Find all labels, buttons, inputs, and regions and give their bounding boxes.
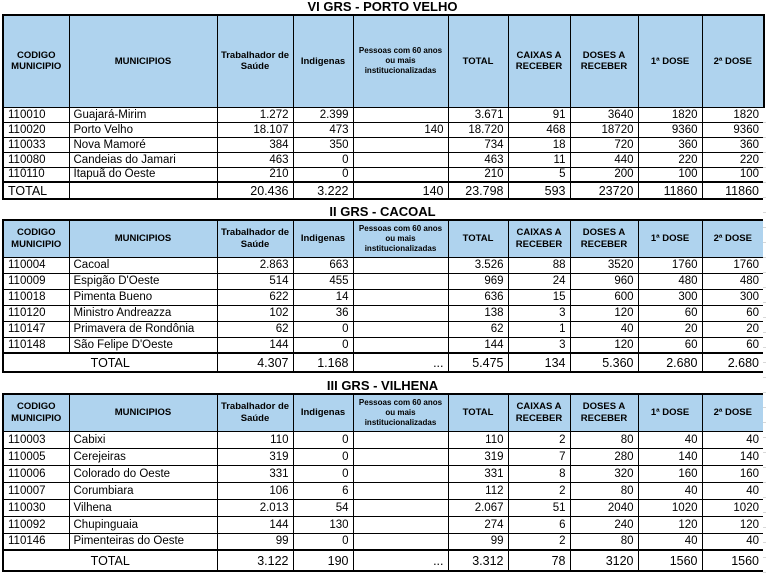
table-row — [3, 448, 764, 465]
cell-value: 88 — [508, 257, 570, 273]
column-header-1: MUNICIPIOS — [69, 394, 217, 431]
cell-value: 54 — [293, 499, 353, 516]
cell-value: 0 — [293, 431, 353, 448]
total-value: 5.360 — [570, 353, 638, 372]
cell-value: 5 — [508, 167, 570, 182]
cell-value: 18.107 — [217, 122, 293, 137]
cell-value: 14 — [293, 289, 353, 305]
table-row — [3, 516, 764, 533]
cell-value: 200 — [570, 167, 638, 182]
cell-code: 110010 — [3, 107, 69, 122]
cell-value: 300 — [702, 289, 764, 305]
cell-value: 160 — [702, 465, 764, 482]
cell-value: 91 — [508, 107, 570, 122]
cell-value: 62 — [448, 321, 508, 337]
cell-code: 110148 — [3, 337, 69, 353]
cell-value: 18 — [508, 137, 570, 152]
column-header-6: CAIXAS A RECEBER — [508, 15, 570, 107]
cell-municipio: Vilhena — [69, 499, 217, 516]
cell-municipio: Espigão D'Oeste — [69, 273, 217, 289]
cell-value: 3.671 — [448, 107, 508, 122]
cell-value: 112 — [448, 482, 508, 499]
section-cacoal — [2, 205, 766, 373]
column-header-7: DOSES A RECEBER — [570, 15, 638, 107]
header-row — [3, 394, 764, 431]
cell-value: 62 — [217, 321, 293, 337]
cell-code: 110020 — [3, 122, 69, 137]
cell-value: 473 — [293, 122, 353, 137]
table-row — [3, 482, 764, 499]
cell-value: 360 — [638, 137, 702, 152]
cell-value: 2040 — [570, 499, 638, 516]
cell-code: 110005 — [3, 448, 69, 465]
cell-municipio: Pimenta Bueno — [69, 289, 217, 305]
cell-value: 463 — [217, 152, 293, 167]
cell-value: 11 — [508, 152, 570, 167]
total-value: 23.798 — [448, 182, 508, 199]
total-value: 20.436 — [217, 182, 293, 199]
total-row — [3, 353, 764, 372]
cell-value: 960 — [570, 273, 638, 289]
total-value: ... — [353, 550, 448, 571]
total-label: TOTAL — [3, 182, 69, 199]
cell-value: 2.013 — [217, 499, 293, 516]
cell-value: 130 — [293, 516, 353, 533]
table-iii-grs-vilhena — [2, 393, 765, 572]
cell-value: 1.272 — [217, 107, 293, 122]
total-value: 11860 — [638, 182, 702, 199]
cell-municipio: Porto Velho — [69, 122, 217, 137]
table-row — [3, 305, 764, 321]
column-header-9: 2ª DOSE — [702, 394, 764, 431]
table-row — [3, 137, 764, 152]
total-value: 2.680 — [638, 353, 702, 372]
cell-value: 2.067 — [448, 499, 508, 516]
total-value: 3.312 — [448, 550, 508, 571]
cell-value: 6 — [293, 482, 353, 499]
total-label: TOTAL — [3, 550, 217, 571]
cell-value: 220 — [702, 152, 764, 167]
table-row — [3, 257, 764, 273]
cell-value: 720 — [570, 137, 638, 152]
column-header-3: Indigenas — [293, 220, 353, 257]
column-header-8: 1ª DOSE — [638, 220, 702, 257]
cell-value: 36 — [293, 305, 353, 321]
cell-code: 110147 — [3, 321, 69, 337]
cell-municipio: Cabixi — [69, 431, 217, 448]
cell-value: 1760 — [638, 257, 702, 273]
header-row — [3, 15, 764, 107]
cell-code: 110120 — [3, 305, 69, 321]
cell-value — [353, 431, 448, 448]
total-value: 4.307 — [217, 353, 293, 372]
cell-value: 100 — [702, 167, 764, 182]
cell-value: 80 — [570, 431, 638, 448]
cell-value: 514 — [217, 273, 293, 289]
cell-value: 18720 — [570, 122, 638, 137]
cell-value: 40 — [638, 482, 702, 499]
column-header-1: MUNICIPIOS — [69, 15, 217, 107]
cell-value: 144 — [217, 516, 293, 533]
cell-value: 600 — [570, 289, 638, 305]
column-header-3: Indigenas — [293, 394, 353, 431]
cell-value: 0 — [293, 152, 353, 167]
table-row — [3, 533, 764, 550]
total-value: 2.680 — [702, 353, 764, 372]
cell-municipio: Itapuã do Oeste — [69, 167, 217, 182]
cell-municipio: Cerejeiras — [69, 448, 217, 465]
cell-value: 969 — [448, 273, 508, 289]
cell-value: 2 — [508, 482, 570, 499]
cell-value: 140 — [638, 448, 702, 465]
table-row — [3, 289, 764, 305]
total-value: 1.168 — [293, 353, 353, 372]
cell-municipio: Cacoal — [69, 257, 217, 273]
cell-value: 2.863 — [217, 257, 293, 273]
column-header-2: Trabalhador de Saúde — [217, 394, 293, 431]
cell-value — [353, 337, 448, 353]
total-row — [3, 550, 764, 571]
total-value: 140 — [353, 182, 448, 199]
column-header-0: CODIGO MUNICIPIO — [3, 394, 69, 431]
cell-value: 40 — [702, 533, 764, 550]
cell-value: 463 — [448, 152, 508, 167]
cell-value: 3 — [508, 305, 570, 321]
cell-value: 3 — [508, 337, 570, 353]
cell-code: 110018 — [3, 289, 69, 305]
cell-value: 9360 — [702, 122, 764, 137]
cell-code: 110007 — [3, 482, 69, 499]
cell-value: 480 — [638, 273, 702, 289]
cell-value: 280 — [570, 448, 638, 465]
cell-code: 110004 — [3, 257, 69, 273]
cell-value: 106 — [217, 482, 293, 499]
cell-value: 120 — [570, 337, 638, 353]
total-value: 593 — [508, 182, 570, 199]
cell-municipio: Ministro Andreazza — [69, 305, 217, 321]
cell-value: 384 — [217, 137, 293, 152]
table-row — [3, 122, 764, 137]
total-value: 3120 — [570, 550, 638, 571]
table-row — [3, 499, 764, 516]
cell-municipio: Primavera de Rondônia — [69, 321, 217, 337]
cell-value: 8 — [508, 465, 570, 482]
total-value: 190 — [293, 550, 353, 571]
cell-value: 40 — [638, 533, 702, 550]
cell-value: 51 — [508, 499, 570, 516]
cell-municipio: Pimenteiras do Oeste — [69, 533, 217, 550]
cell-municipio: Candeias do Jamari — [69, 152, 217, 167]
section-vilhena — [2, 379, 766, 572]
cell-value: 2.399 — [293, 107, 353, 122]
cell-value: 0 — [293, 448, 353, 465]
cell-value: 160 — [638, 465, 702, 482]
cell-municipio: Colorado do Oeste — [69, 465, 217, 482]
cell-value: 220 — [638, 152, 702, 167]
column-header-4: Pessoas com 60 anos ou mais institucionalizadas — [353, 394, 448, 431]
total-value: 78 — [508, 550, 570, 571]
total-value: 1560 — [702, 550, 764, 571]
cell-code: 110092 — [3, 516, 69, 533]
cell-value: 210 — [448, 167, 508, 182]
cell-value: 40 — [638, 431, 702, 448]
column-header-8: 1ª DOSE — [638, 15, 702, 107]
cell-value: 120 — [702, 516, 764, 533]
cell-value: 20 — [702, 321, 764, 337]
table-row — [3, 431, 764, 448]
cell-value: 80 — [570, 482, 638, 499]
total-label: TOTAL — [3, 353, 217, 372]
cell-municipio: Guajará-Mirim — [69, 107, 217, 122]
cell-value — [353, 167, 448, 182]
cell-value: 636 — [448, 289, 508, 305]
cell-value: 274 — [448, 516, 508, 533]
column-header-7: DOSES A RECEBER — [570, 394, 638, 431]
column-header-0: CODIGO MUNICIPIO — [3, 220, 69, 257]
cell-value: 320 — [570, 465, 638, 482]
cell-municipio: Chupinguaia — [69, 516, 217, 533]
cell-value: 663 — [293, 257, 353, 273]
cell-value: 0 — [293, 167, 353, 182]
cell-value: 331 — [448, 465, 508, 482]
cell-value: 2 — [508, 533, 570, 550]
cell-value: 319 — [217, 448, 293, 465]
cell-value: 468 — [508, 122, 570, 137]
table-title-vilhena: III GRS - VILHENA — [326, 378, 439, 393]
cell-value — [353, 533, 448, 550]
cell-value: 734 — [448, 137, 508, 152]
cell-code: 110009 — [3, 273, 69, 289]
total-row — [3, 182, 764, 199]
cell-value: 0 — [293, 337, 353, 353]
cell-value: 18.720 — [448, 122, 508, 137]
cell-value: 300 — [638, 289, 702, 305]
section-porto-velho — [2, 0, 766, 200]
cell-value: 99 — [217, 533, 293, 550]
cell-code: 110030 — [3, 499, 69, 516]
header-row — [3, 220, 764, 257]
table-row — [3, 152, 764, 167]
cell-municipio: São Felipe D'Oeste — [69, 337, 217, 353]
column-header-7: DOSES A RECEBER — [570, 220, 638, 257]
cell-code: 110110 — [3, 167, 69, 182]
cell-code: 110003 — [3, 431, 69, 448]
cell-value — [353, 482, 448, 499]
cell-code: 110033 — [3, 137, 69, 152]
total-value: 23720 — [570, 182, 638, 199]
total-value: 3.222 — [293, 182, 353, 199]
table-ii-grs-cacoal — [2, 219, 765, 373]
cell-value: 240 — [570, 516, 638, 533]
column-header-8: 1ª DOSE — [638, 394, 702, 431]
cell-value: 140 — [353, 122, 448, 137]
table-row — [3, 167, 764, 182]
cell-value: 120 — [638, 516, 702, 533]
cell-value: 60 — [638, 337, 702, 353]
table-title-porto-velho: VI GRS - PORTO VELHO — [307, 0, 458, 14]
cell-value: 7 — [508, 448, 570, 465]
cell-value: 100 — [638, 167, 702, 182]
table-row — [3, 273, 764, 289]
table-row — [3, 321, 764, 337]
cell-value: 331 — [217, 465, 293, 482]
column-header-2: Trabalhador de Saúde — [217, 15, 293, 107]
cell-value: 3.526 — [448, 257, 508, 273]
table-row — [3, 337, 764, 353]
cell-value: 144 — [448, 337, 508, 353]
cell-value: 350 — [293, 137, 353, 152]
column-header-6: CAIXAS A RECEBER — [508, 220, 570, 257]
cell-value — [353, 107, 448, 122]
total-value: 1560 — [638, 550, 702, 571]
column-header-5: TOTAL — [448, 220, 508, 257]
cell-value: 319 — [448, 448, 508, 465]
cell-value: 1020 — [638, 499, 702, 516]
table-vi-grs-porto-velho — [2, 14, 765, 200]
column-header-9: 2ª DOSE — [702, 15, 764, 107]
cell-value: 1760 — [702, 257, 764, 273]
column-header-2: Trabalhador de Saúde — [217, 220, 293, 257]
cell-value — [353, 273, 448, 289]
column-header-5: TOTAL — [448, 394, 508, 431]
cell-value — [353, 516, 448, 533]
cell-value: 110 — [217, 431, 293, 448]
cell-value: 40 — [702, 482, 764, 499]
cell-value: 24 — [508, 273, 570, 289]
cell-value: 0 — [293, 465, 353, 482]
total-value: ... — [353, 353, 448, 372]
column-header-0: CODIGO MUNICIPIO — [3, 15, 69, 107]
cell-value: 15 — [508, 289, 570, 305]
cell-value: 80 — [570, 533, 638, 550]
cell-value — [353, 137, 448, 152]
table-title-cacoal: II GRS - CACOAL — [329, 204, 436, 219]
cell-value: 6 — [508, 516, 570, 533]
cell-value: 455 — [293, 273, 353, 289]
total-value: 5.475 — [448, 353, 508, 372]
cell-value — [353, 448, 448, 465]
cell-value: 60 — [638, 305, 702, 321]
cell-value: 60 — [702, 305, 764, 321]
cell-value — [353, 465, 448, 482]
cell-value — [353, 257, 448, 273]
cell-value: 622 — [217, 289, 293, 305]
cell-value — [353, 305, 448, 321]
cell-code: 110146 — [3, 533, 69, 550]
cell-value: 110 — [448, 431, 508, 448]
column-header-6: CAIXAS A RECEBER — [508, 394, 570, 431]
total-value: 134 — [508, 353, 570, 372]
column-header-9: 2ª DOSE — [702, 220, 764, 257]
column-header-3: Indigenas — [293, 15, 353, 107]
cell-value: 102 — [217, 305, 293, 321]
cell-value: 3640 — [570, 107, 638, 122]
cell-value: 440 — [570, 152, 638, 167]
column-header-4: Pessoas com 60 anos ou mais institucionalizadas — [353, 15, 448, 107]
cell-value — [353, 321, 448, 337]
cell-value: 20 — [638, 321, 702, 337]
cell-value: 210 — [217, 167, 293, 182]
cell-value: 144 — [217, 337, 293, 353]
total-value: 3.122 — [217, 550, 293, 571]
table-row — [3, 107, 764, 122]
cell-value — [353, 152, 448, 167]
cell-value: 2 — [508, 431, 570, 448]
cell-value: 1 — [508, 321, 570, 337]
column-header-4: Pessoas com 60 anos ou mais institucionalizadas — [353, 220, 448, 257]
cell-value: 60 — [702, 337, 764, 353]
cell-value: 140 — [702, 448, 764, 465]
cell-value: 360 — [702, 137, 764, 152]
cell-value: 0 — [293, 321, 353, 337]
cell-value — [353, 499, 448, 516]
table-row — [3, 465, 764, 482]
cell-value: 9360 — [638, 122, 702, 137]
cell-code: 110080 — [3, 152, 69, 167]
cell-value: 1820 — [702, 107, 764, 122]
cell-code: 110006 — [3, 465, 69, 482]
cell-value: 3520 — [570, 257, 638, 273]
cell-value — [353, 289, 448, 305]
cell-value: 120 — [570, 305, 638, 321]
total-value: 11860 — [702, 182, 764, 199]
cell-municipio: Nova Mamoré — [69, 137, 217, 152]
column-header-5: TOTAL — [448, 15, 508, 107]
cell-municipio: Corumbiara — [69, 482, 217, 499]
cell-value: 1020 — [702, 499, 764, 516]
cell-value: 99 — [448, 533, 508, 550]
total-empty-cell — [69, 182, 217, 199]
cell-value: 138 — [448, 305, 508, 321]
cell-value: 40 — [702, 431, 764, 448]
cell-value: 480 — [702, 273, 764, 289]
cell-value: 40 — [570, 321, 638, 337]
cell-value: 1820 — [638, 107, 702, 122]
column-header-1: MUNICIPIOS — [69, 220, 217, 257]
cell-value: 0 — [293, 533, 353, 550]
